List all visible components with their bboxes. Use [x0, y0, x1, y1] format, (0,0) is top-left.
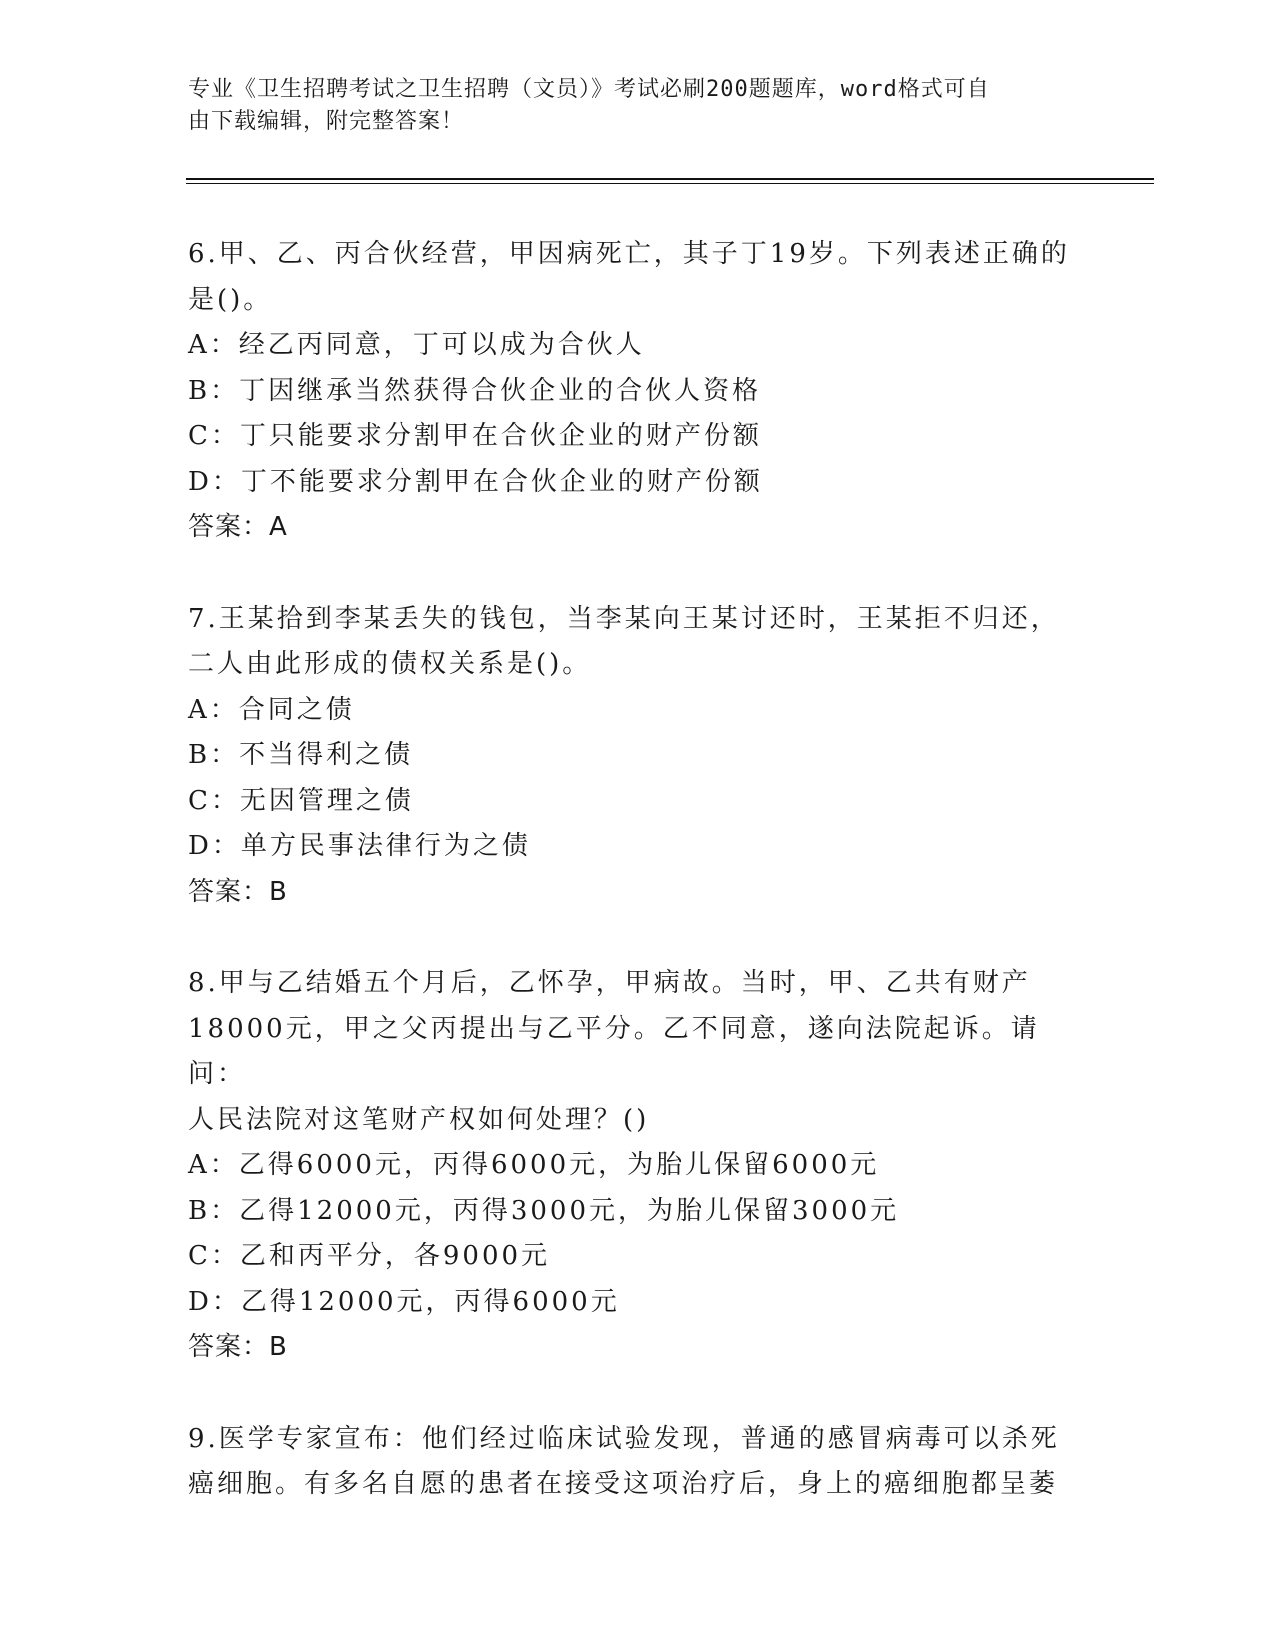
- question-stem-line: 18000元，甲之父丙提出与乙平分。乙不同意，遂向法院起诉。请问：: [188, 1013, 1040, 1089]
- answer-label: 答案：B: [188, 1332, 288, 1362]
- header-divider: [186, 178, 1154, 180]
- header-line: 专业《卫生招聘考试之卫生招聘（文员）》考试必刷200题题库，word格式可自: [188, 77, 990, 102]
- question-stem-line: 7.王某拾到李某丢失的钱包，当李某向王某讨还时，王某拒不归还，: [188, 603, 1060, 634]
- answer-label: 答案：B: [188, 876, 288, 907]
- header-line: 由下载编辑，附完整答案！: [188, 109, 465, 134]
- option-b: B：丁因继承当然获得合伙企业的合伙人资格: [188, 375, 762, 406]
- option-a: A：乙得6000元，丙得6000元，为胎儿保留6000元: [188, 1150, 880, 1180]
- option-d: D：丁不能要求分割甲在合伙企业的财产份额: [188, 466, 763, 497]
- question-stem-line: 8.甲与乙结婚五个月后，乙怀孕，甲病故。当时，甲、乙共有财产: [188, 968, 1031, 998]
- option-b: B：不当得利之债: [188, 740, 414, 770]
- question-stem-line: 是()。: [188, 284, 273, 315]
- question-list: [188, 232, 1088, 1554]
- question-item: [188, 597, 1088, 916]
- option-b: B：乙得12000元，丙得3000元，为胎儿保留3000元: [188, 1195, 900, 1226]
- question-stem-line: 二人由此形成的债权关系是()。: [188, 649, 592, 679]
- header-divider-thin: [186, 183, 1154, 184]
- option-c: C：无因管理之债: [188, 785, 414, 816]
- document-header: [188, 74, 1068, 138]
- question-item: [188, 232, 1088, 551]
- question-stem-line: 人民法院对这笔财产权如何处理？(): [188, 1104, 650, 1135]
- answer-label: 答案：A: [188, 512, 288, 542]
- option-c: C：乙和丙平分，各9000元: [188, 1241, 551, 1271]
- question-stem-line: 6.甲、乙、丙合伙经营，甲因病死亡，其子丁19岁。下列表述正确的: [188, 239, 1070, 269]
- option-a: A：经乙丙同意，丁可以成为合伙人: [188, 330, 645, 360]
- option-d: D：乙得12000元，丙得6000元: [188, 1286, 620, 1317]
- question-stem-line: 9.医学专家宣布：他们经过临床试验发现，普通的感冒病毒可以杀死: [188, 1423, 1060, 1454]
- question-item: [188, 961, 1088, 1371]
- option-d: D：单方民事法律行为之债: [188, 831, 531, 861]
- question-stem-line: 癌细胞。有多名自愿的患者在接受这项治疗后，身上的癌细胞都呈萎: [188, 1469, 1059, 1499]
- question-item: [188, 1417, 1088, 1508]
- option-c: C：丁只能要求分割甲在合伙企业的财产份额: [188, 421, 762, 451]
- option-a: A：合同之债: [188, 694, 355, 725]
